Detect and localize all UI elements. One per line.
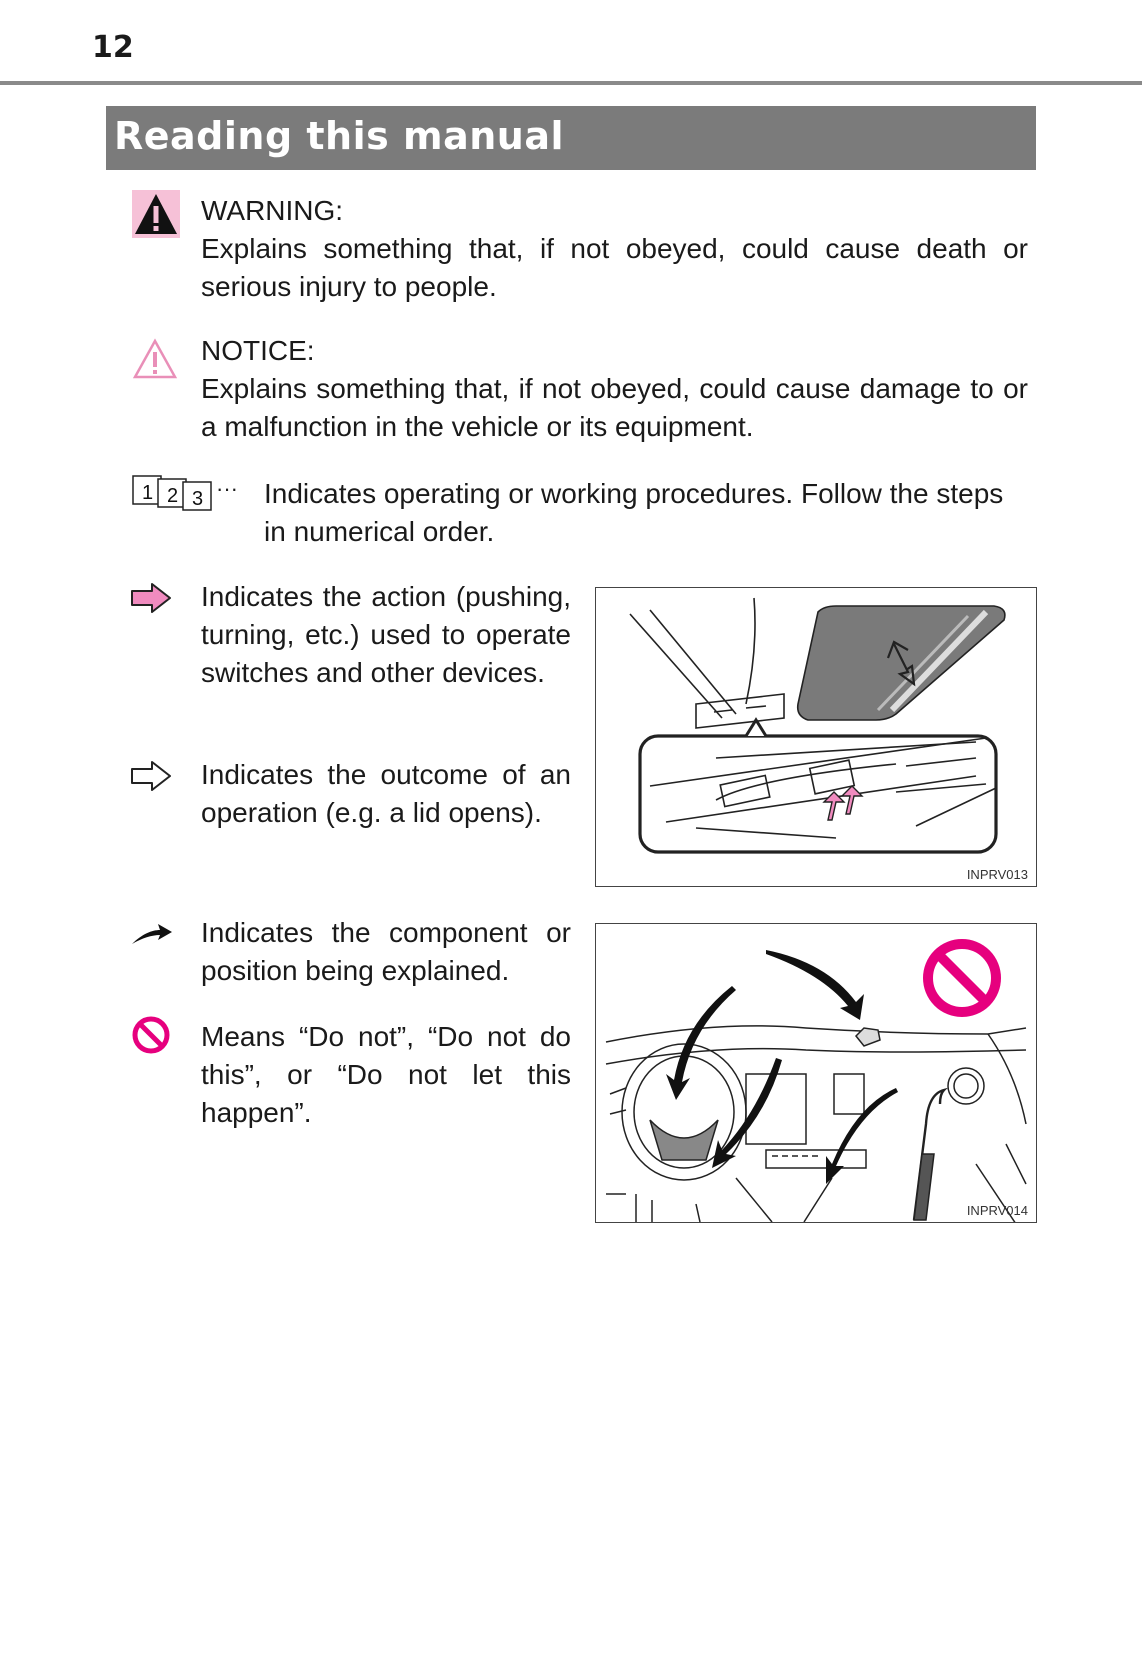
sunroof-switch-illustration <box>596 588 1036 886</box>
prohibition-icon <box>131 1015 171 1060</box>
component-block <box>201 914 571 990</box>
step-digit-1: 1 <box>142 482 154 504</box>
warning-text: Explains something that, if not obeyed, could cause death or serious injury to people. <box>201 233 1028 302</box>
outcome-block <box>201 756 571 832</box>
section-title-bar <box>106 106 1036 170</box>
figure-code: INPRV014 <box>966 1203 1028 1218</box>
outcome-text: Indicates the outcome of an operation (e.g. a lid opens). <box>201 759 571 828</box>
component-text: Indicates the component or position being explained. <box>201 917 571 986</box>
steps-block <box>264 475 1028 551</box>
steps-icon <box>132 474 252 514</box>
notice-heading: NOTICE: <box>201 335 315 366</box>
action-arrow-icon <box>130 582 172 619</box>
figure-dashboard <box>595 923 1037 1223</box>
top-rule <box>0 81 1142 85</box>
section-title: Reading this manual <box>114 114 564 158</box>
warning-block <box>201 192 1028 306</box>
action-text: Indicates the action (pushing, turning, etc.) used to operate switches and other devices. <box>201 581 571 688</box>
warning-heading: WARNING: <box>201 195 344 226</box>
donot-text: Means “Do not”, “Do not do this”, or “Do not let this happen”. <box>201 1021 571 1128</box>
step-digit-2: 2 <box>167 485 179 507</box>
outcome-arrow-icon <box>130 760 172 797</box>
component-arrow-icon <box>130 922 174 953</box>
figure-code: INPRV013 <box>966 867 1028 882</box>
notice-icon <box>132 338 178 385</box>
step-digit-3: 3 <box>192 488 204 510</box>
page-number: 12 <box>92 30 134 65</box>
action-block <box>201 578 571 692</box>
steps-dots: ··· <box>216 476 238 501</box>
warning-icon <box>132 190 180 243</box>
dashboard-illustration <box>596 924 1036 1222</box>
notice-text: Explains something that, if not obeyed, could cause damage to or a malfunction in the vehicle or its equipment. <box>201 373 1028 442</box>
figure-sunroof-switch <box>595 587 1037 887</box>
donot-block <box>201 1018 571 1132</box>
notice-block <box>201 332 1028 446</box>
steps-text: Indicates operating or working procedures. Follow the steps in numerical order. <box>264 478 1004 547</box>
